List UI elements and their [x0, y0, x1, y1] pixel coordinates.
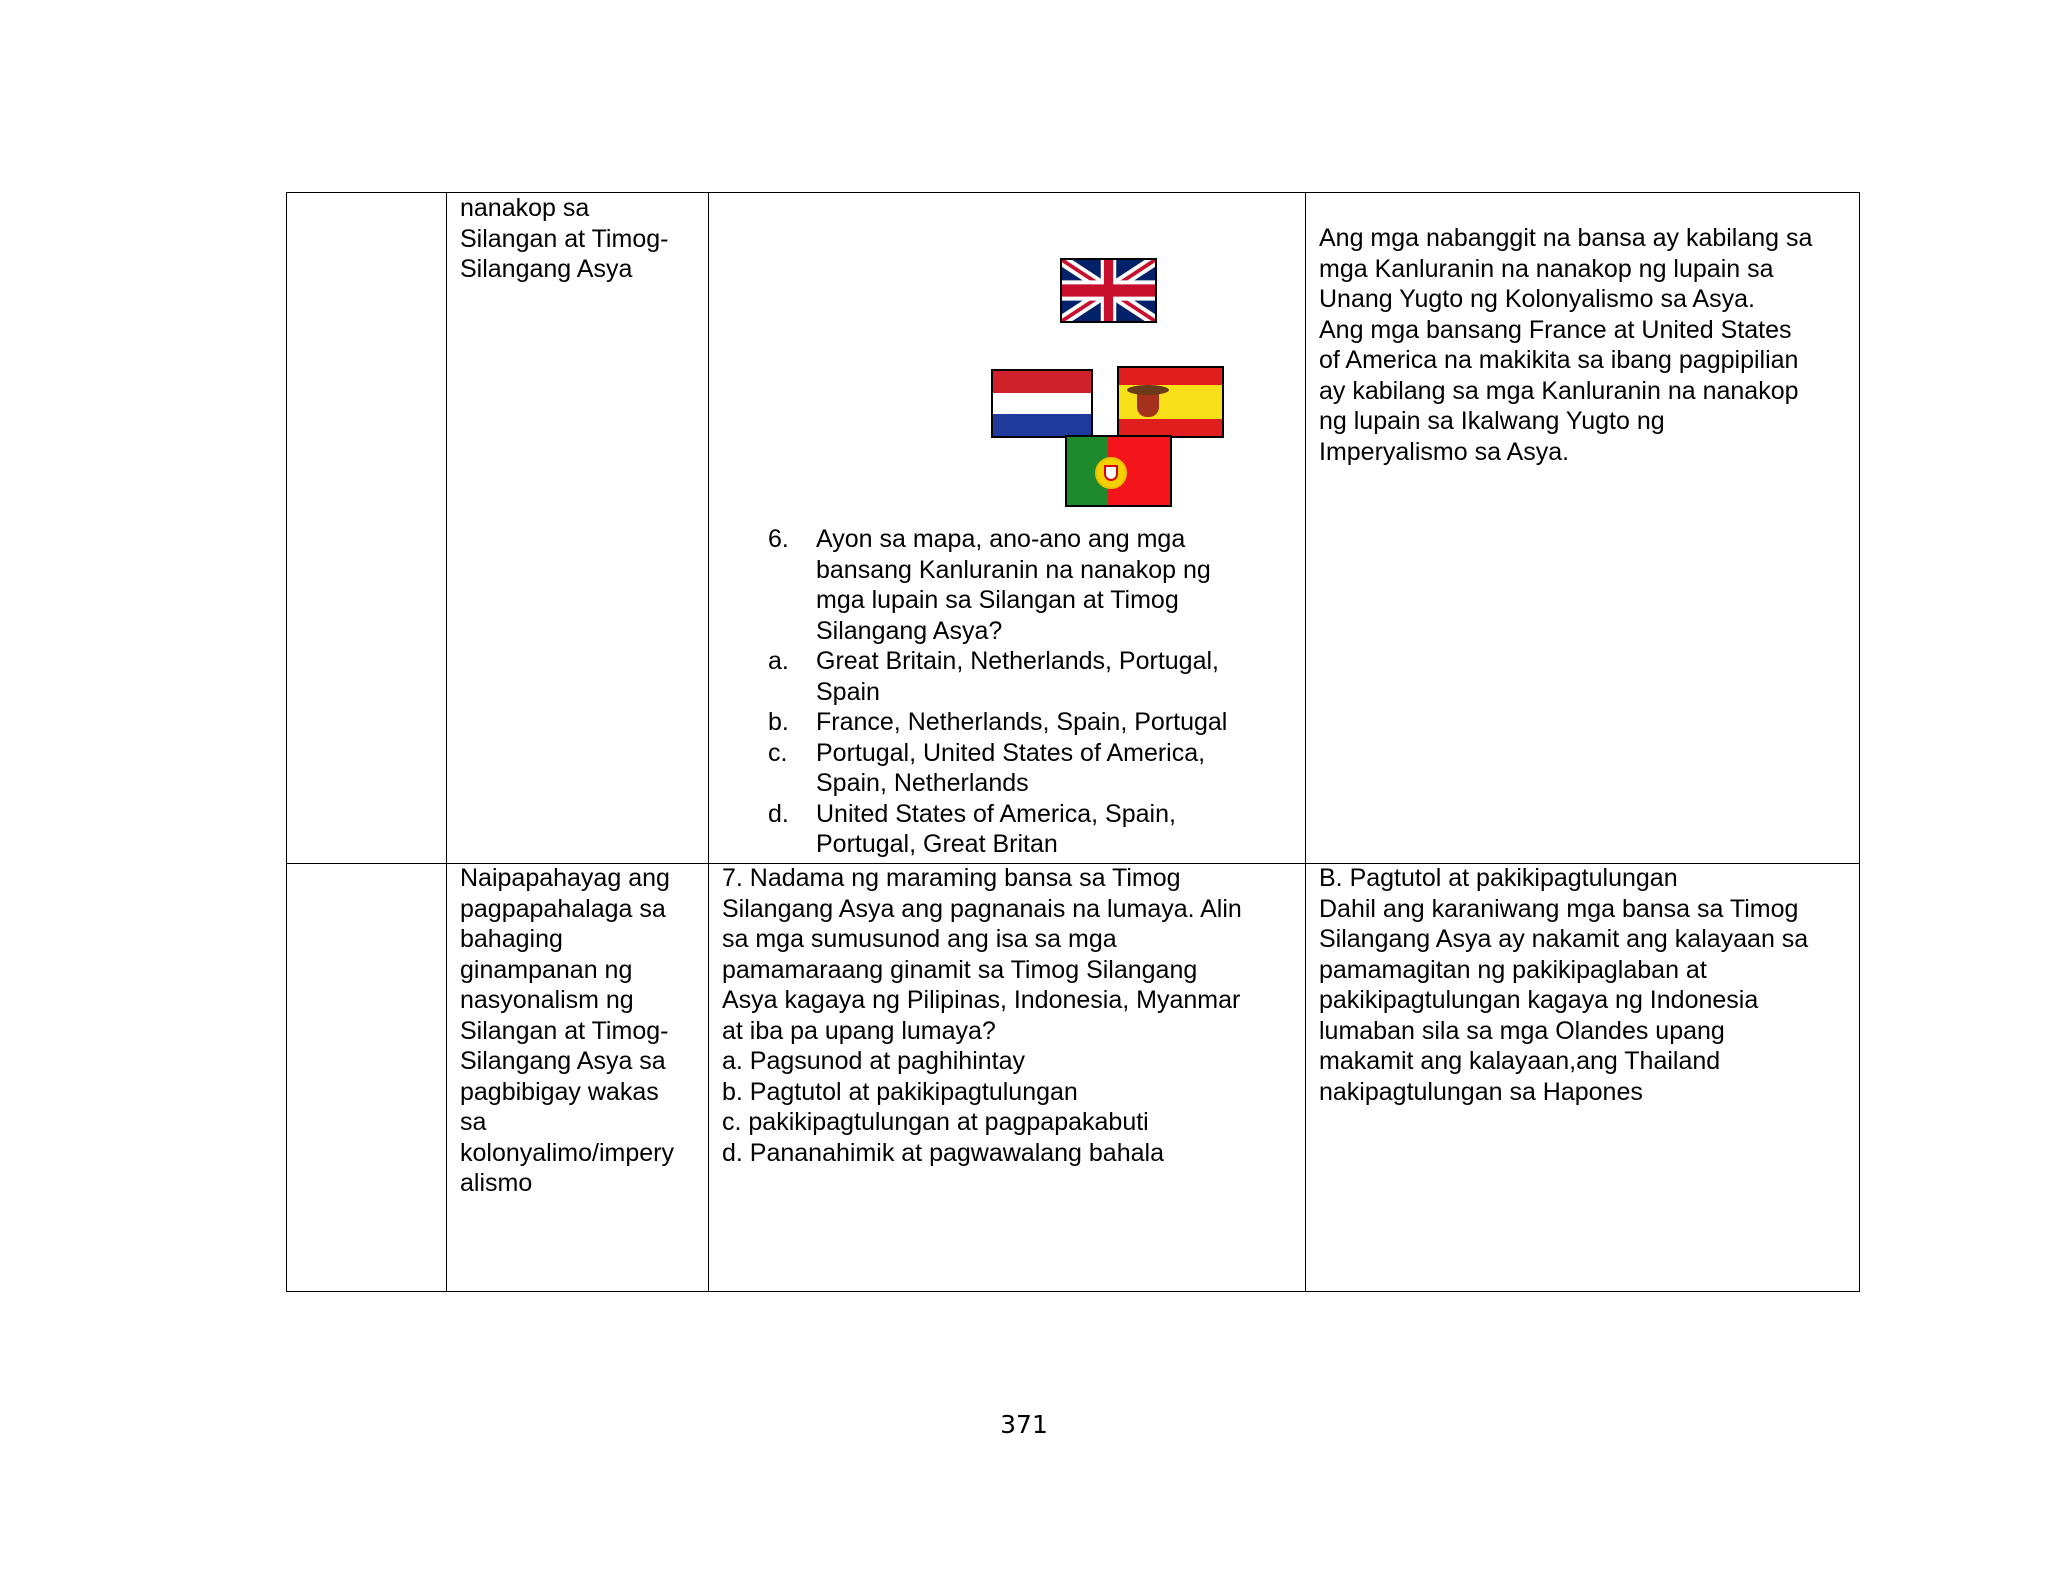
- option-text: France, Netherlands, Spain, Portugal: [816, 708, 1228, 736]
- option-text: United States of America, Spain, Portugal, Great Britan: [816, 799, 1176, 858]
- row2-competency: Naipapahayag ang pagpapahalaga sa bahaging ginampanan ng nasyonalism ng Silangan at Timog- Silangang Asya sa pagbibigay wakas sa kolonyalimo/impery alismo: [460, 864, 674, 1197]
- portugal-flag: [1065, 435, 1172, 507]
- question-number: 6.: [768, 525, 789, 553]
- row1-answer: Ang mga nabanggit na bansa ay kabilang sa mga Kanluranin na nanakop ng lupain sa Unang Yugto ng Kolonyalismo sa Asya. Ang mga bansang France at United States of America na makikita sa ibang pagpipilian ay kabilang sa mga Kanluranin na nanakop ng lupain sa Ikalwang Yugto ng Imperyalismo sa Asya.: [1319, 224, 1813, 466]
- lesson-table: [286, 192, 1860, 1292]
- netherlands-flag: [991, 369, 1093, 438]
- row1-competency: nanakop sa Silangan at Timog- Silangang Asya: [460, 194, 669, 283]
- option-a: [768, 646, 1288, 707]
- row2-question: 7. Nadama ng maraming bansa sa Timog Silangang Asya ang pagnanais na lumaya. Alin sa mga sumusunod ang isa sa mga pamamaraang ginamit sa Timog Silangang Asya kagaya ng Pilipinas, Indonesia, Myanmar at iba pa upang lumaya? a. Pagsunod at paghihintay b. Pagtutol at pakikipagtulungan c. pakikipagtulungan at pagpapakabuti d. Pananahimik at pagwawalang bahala: [722, 864, 1242, 1167]
- option-letter: a.: [768, 647, 789, 675]
- united-kingdom-flag: [1060, 258, 1157, 323]
- option-d: [768, 799, 1288, 860]
- column-divider: [1305, 193, 1306, 1291]
- option-letter: c.: [768, 738, 788, 767]
- spain-flag: [1117, 366, 1224, 438]
- question-stem: [768, 524, 1288, 646]
- column-divider: [708, 193, 709, 1291]
- question-6: [768, 524, 1288, 860]
- question-text: Ayon sa mapa, ano-ano ang mga bansang Kanluranin na nanakop ng mga lupain sa Silangan at Timog Silangang Asya?: [816, 525, 1211, 645]
- page-number: 371: [1000, 1410, 1048, 1439]
- option-text: Great Britain, Netherlands, Portugal, Spain: [816, 647, 1219, 706]
- option-c: [768, 738, 1288, 799]
- column-divider: [446, 193, 447, 1291]
- option-letter: b.: [768, 708, 789, 736]
- option-b: [768, 707, 1288, 738]
- option-text: Portugal, United States of America, Spain, Netherlands: [816, 738, 1206, 797]
- row2-answer: B. Pagtutol at pakikipagtulungan Dahil ang karaniwang mga bansa sa Timog Silangang Asya ay nakamit ang kalayaan sa pamamagitan ng pakikipaglaban at pakikipagtulungan kagaya ng Indonesia lumaban sila sa mga Olandes upang makamit ang kalayaan,ang Thailand nakipagtulungan sa Hapones: [1319, 864, 1809, 1106]
- option-letter: d.: [768, 799, 789, 828]
